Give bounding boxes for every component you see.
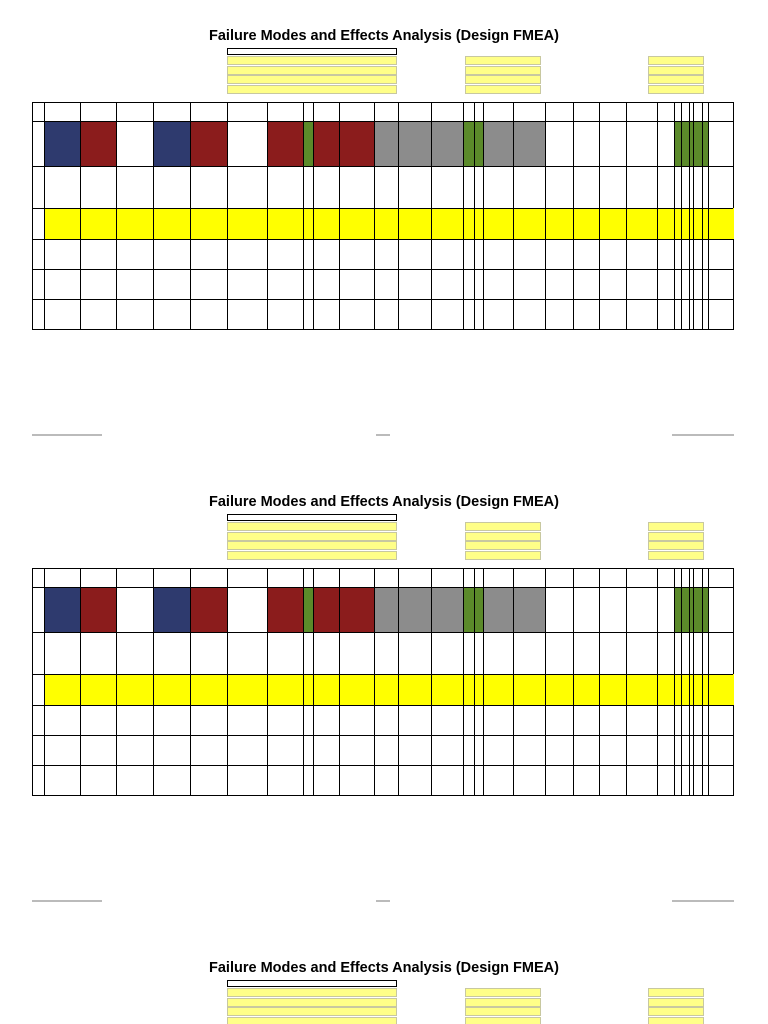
header-field-value[interactable] — [465, 1007, 541, 1016]
table-column-header — [374, 121, 398, 166]
header-field-value[interactable] — [648, 551, 704, 560]
table-column-divider — [463, 103, 464, 330]
header-field-value[interactable] — [648, 522, 704, 531]
table-column-divider — [190, 103, 191, 330]
table-column-header — [339, 587, 374, 632]
table-column-header — [513, 587, 545, 632]
header-field-value[interactable] — [648, 56, 704, 65]
table-column-header — [44, 587, 80, 632]
header-field-value[interactable] — [227, 532, 397, 541]
header-field-value[interactable] — [648, 988, 704, 997]
table-column-divider — [339, 569, 340, 796]
table-column-divider — [267, 569, 268, 796]
table-column-divider — [44, 569, 45, 796]
table-column-header — [303, 587, 313, 632]
table-column-header — [374, 587, 398, 632]
header-field-value[interactable] — [465, 75, 541, 84]
page-2 — [0, 466, 768, 932]
header-field-value[interactable] — [227, 551, 397, 560]
analysis-table — [32, 102, 734, 330]
table-column-header — [681, 121, 689, 166]
header-field-value[interactable] — [227, 522, 397, 531]
table-column-divider — [513, 569, 514, 796]
table-column-header — [398, 587, 431, 632]
table-column-divider — [657, 103, 658, 330]
highlighted-data-row — [44, 208, 734, 239]
table-column-header — [483, 121, 513, 166]
page-3 — [0, 932, 768, 1024]
table-column-header — [44, 121, 80, 166]
table-row-divider — [33, 765, 733, 766]
table-column-header — [267, 587, 303, 632]
table-column-header — [674, 587, 681, 632]
header-field-value[interactable] — [465, 56, 541, 65]
table-column-divider — [483, 103, 484, 330]
table-row-divider — [33, 239, 733, 240]
table-column-divider — [693, 103, 694, 330]
table-column-divider — [398, 569, 399, 796]
header-field-value[interactable] — [227, 988, 397, 997]
table-column-divider — [116, 103, 117, 330]
header-field-value[interactable] — [227, 998, 397, 1007]
header-field-value[interactable] — [227, 66, 397, 75]
header-field-value[interactable] — [227, 541, 397, 550]
table-column-header — [313, 587, 339, 632]
table-column-header — [474, 587, 483, 632]
table-column-header — [474, 121, 483, 166]
header-field-value[interactable] — [648, 1017, 704, 1024]
table-column-divider — [431, 103, 432, 330]
table-column-header — [483, 587, 513, 632]
table-column-divider — [483, 569, 484, 796]
table-column-divider — [303, 569, 304, 796]
table-column-divider — [339, 103, 340, 330]
table-column-divider — [303, 103, 304, 330]
table-column-divider — [227, 569, 228, 796]
table-column-divider — [374, 103, 375, 330]
table-column-divider — [626, 103, 627, 330]
table-column-divider — [702, 103, 703, 330]
table-column-divider — [80, 103, 81, 330]
table-row-divider — [33, 735, 733, 736]
table-column-header — [398, 121, 431, 166]
header-field-value[interactable] — [465, 1017, 541, 1024]
table-column-header — [80, 121, 116, 166]
table-column-divider — [708, 103, 709, 330]
table-column-header — [313, 121, 339, 166]
table-column-divider — [190, 569, 191, 796]
header-field-value[interactable] — [227, 1007, 397, 1016]
table-column-divider — [702, 569, 703, 796]
table-column-divider — [674, 103, 675, 330]
table-column-header — [681, 587, 689, 632]
table-row-divider — [33, 208, 733, 209]
page-title: Failure Modes and Effects Analysis (Design FMEA) — [209, 28, 559, 44]
table-column-header — [303, 121, 313, 166]
table-column-header — [153, 587, 190, 632]
header-field-value[interactable] — [465, 998, 541, 1007]
table-column-divider — [80, 569, 81, 796]
header-field-value[interactable] — [648, 541, 704, 550]
header-field-value[interactable] — [648, 75, 704, 84]
footer-text — [376, 900, 390, 902]
table-column-header — [693, 121, 702, 166]
table-row-divider — [33, 632, 733, 633]
header-field-value[interactable] — [465, 522, 541, 531]
table-column-divider — [545, 103, 546, 330]
table-column-header — [80, 587, 116, 632]
table-column-divider — [313, 569, 314, 796]
header-field-value[interactable] — [227, 56, 397, 65]
table-row-divider — [33, 674, 733, 675]
table-column-divider — [153, 569, 154, 796]
table-column-header — [693, 587, 702, 632]
page-title: Failure Modes and Effects Analysis (Design FMEA) — [209, 960, 559, 976]
header-field-value[interactable] — [648, 532, 704, 541]
scope-definition-box — [227, 980, 397, 987]
table-column-divider — [599, 103, 600, 330]
table-column-header — [463, 587, 474, 632]
footer-text — [672, 434, 734, 436]
header-field-value[interactable] — [227, 1017, 397, 1024]
table-row-divider — [33, 299, 733, 300]
header-field-value[interactable] — [465, 66, 541, 75]
table-column-header — [267, 121, 303, 166]
header-field-value[interactable] — [648, 998, 704, 1007]
table-column-divider — [474, 103, 475, 330]
table-column-divider — [474, 569, 475, 796]
table-column-header — [190, 587, 227, 632]
scope-definition-box — [227, 48, 397, 55]
header-field-value[interactable] — [227, 85, 397, 94]
scope-definition-box — [227, 514, 397, 521]
table-column-divider — [431, 569, 432, 796]
table-column-divider — [689, 569, 690, 796]
header-field-value[interactable] — [227, 75, 397, 84]
table-column-divider — [374, 569, 375, 796]
page-footer — [32, 434, 734, 438]
highlighted-data-row — [44, 674, 734, 705]
header-field-value[interactable] — [648, 66, 704, 75]
table-column-divider — [153, 103, 154, 330]
table-column-header — [339, 121, 374, 166]
table-row-divider — [33, 587, 733, 588]
table-column-divider — [545, 569, 546, 796]
footer-text — [672, 900, 734, 902]
table-column-divider — [681, 103, 682, 330]
analysis-table — [32, 568, 734, 796]
header-field-value[interactable] — [465, 541, 541, 550]
table-column-header — [431, 587, 463, 632]
table-column-divider — [689, 103, 690, 330]
header-field-value[interactable] — [648, 85, 704, 94]
table-column-header — [513, 121, 545, 166]
header-field-value[interactable] — [465, 532, 541, 541]
table-row-divider — [33, 269, 733, 270]
table-row-divider — [33, 166, 733, 167]
table-column-header — [674, 121, 681, 166]
table-column-divider — [573, 103, 574, 330]
table-column-header — [190, 121, 227, 166]
header-field-value[interactable] — [465, 551, 541, 560]
table-column-divider — [708, 569, 709, 796]
footer-text — [32, 900, 102, 902]
table-column-divider — [681, 569, 682, 796]
table-column-divider — [44, 103, 45, 330]
header-field-value[interactable] — [465, 85, 541, 94]
table-column-divider — [657, 569, 658, 796]
table-column-divider — [463, 569, 464, 796]
table-column-header — [431, 121, 463, 166]
page-title: Failure Modes and Effects Analysis (Design FMEA) — [209, 494, 559, 510]
table-column-divider — [227, 103, 228, 330]
table-column-divider — [398, 103, 399, 330]
table-column-divider — [116, 569, 117, 796]
table-row-divider — [33, 121, 733, 122]
header-field-value[interactable] — [648, 1007, 704, 1016]
page-1 — [0, 0, 768, 466]
table-column-divider — [513, 103, 514, 330]
table-column-divider — [626, 569, 627, 796]
footer-text — [32, 434, 102, 436]
table-column-divider — [573, 569, 574, 796]
table-column-header — [153, 121, 190, 166]
table-row-divider — [33, 705, 733, 706]
table-column-divider — [599, 569, 600, 796]
footer-text — [376, 434, 390, 436]
table-column-divider — [267, 103, 268, 330]
table-column-header — [463, 121, 474, 166]
header-field-value[interactable] — [465, 988, 541, 997]
table-column-divider — [693, 569, 694, 796]
table-column-divider — [674, 569, 675, 796]
table-column-divider — [313, 103, 314, 330]
page-footer — [32, 900, 734, 904]
